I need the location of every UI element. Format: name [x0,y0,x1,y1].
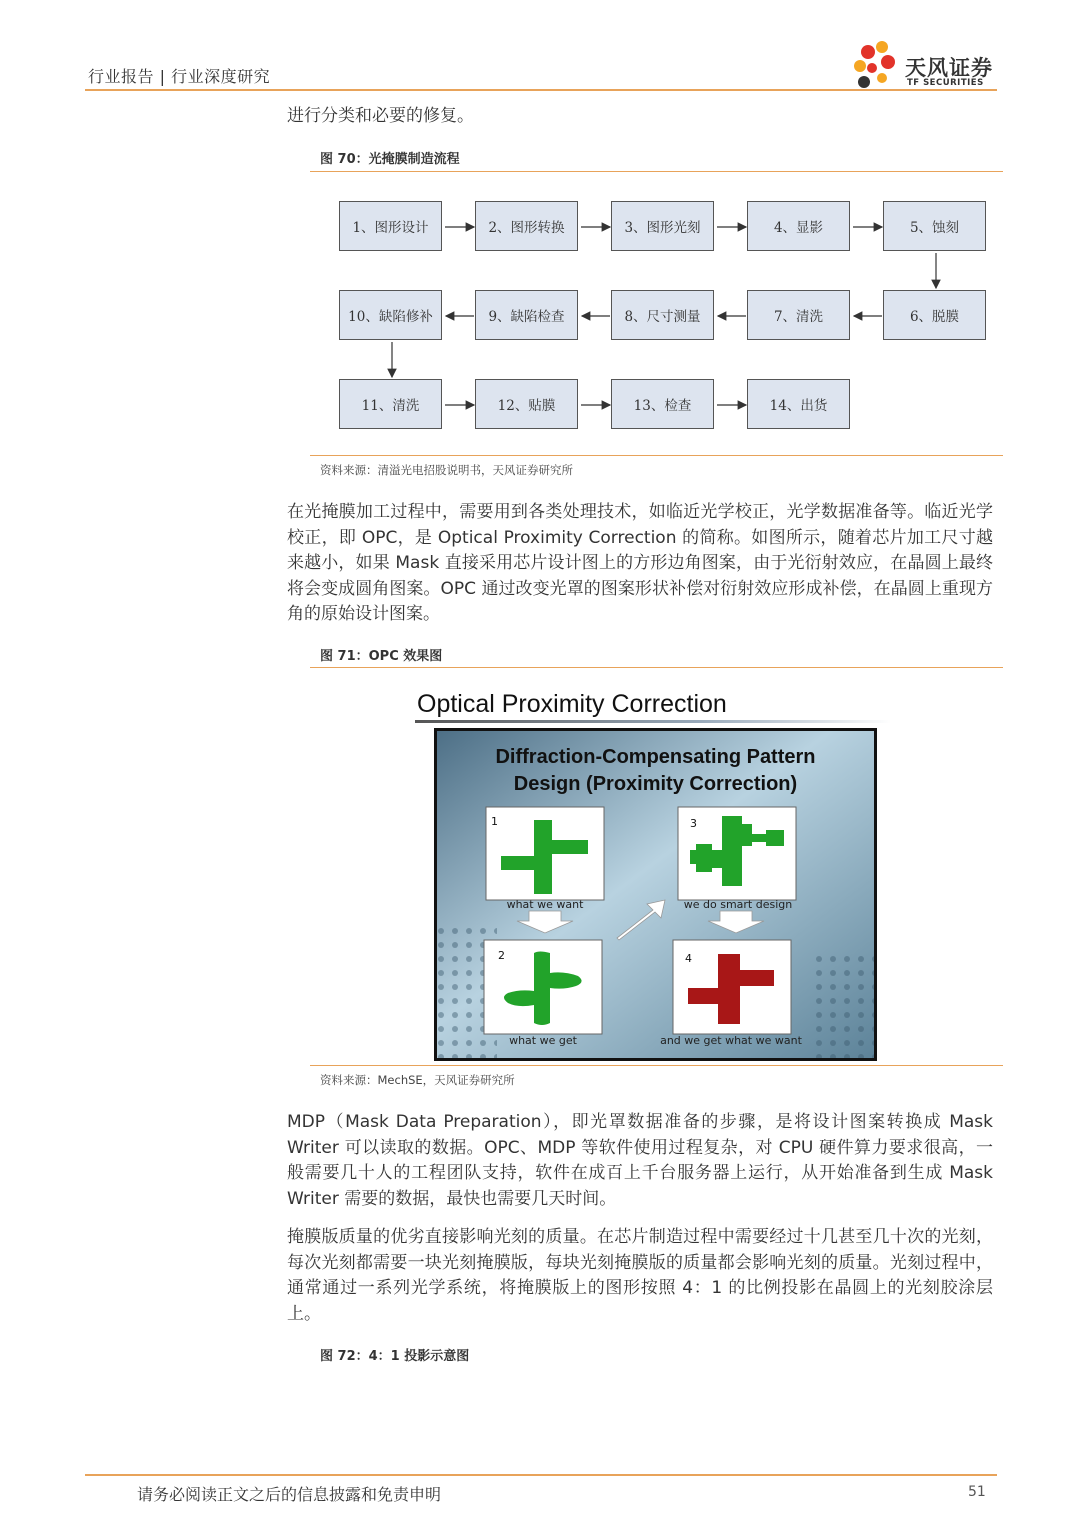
opc-figure [401,684,891,1062]
opc-panel-2-caption: what we get [509,1034,577,1047]
flower-logo-icon [850,38,906,94]
body-paragraph-mask-quality: 掩膜版质量的优劣直接影响光刻的质量。在芯片制造过程中需要经过十几甚至几十次的光刻，每次光刻都需要一块光刻掩膜版，每块光刻掩膜版的质量都会影响光刻的质量。光刻过程中，通常通过一系列光学系统，将掩膜版上的图形按照 4：1 的比例投影在晶圆上的光刻胶涂层上。 [287,1227,993,1324]
fig70-title: 图 70：光掩膜制造流程 [320,152,460,167]
flow-step-2: 2、图形转换 [475,201,578,251]
report-category: 行业报告 | 行业深度研究 [88,67,271,86]
opc-heading: Optical Proximity Correction [417,690,727,718]
flow-step-6: 6、脱膜 [883,290,986,340]
opc-slide-subtitle [434,744,877,798]
fig71-bottom-rule [310,1065,1003,1066]
header-divider [85,89,997,91]
flow-step-14: 14、出货 [747,379,850,429]
body-paragraph-mdp: MDP（Mask Data Preparation），即光罩数据准备的步骤，是将设计图案转换成 Mask Writer 可以读取的数据。OPC、MDP 等软件使用过程复杂，对 CPU 硬件算力要求很高，一般需要几十人的工程团队支持，软件在成百上千台服务器上运行，从开始准备到生成 Mask Writer 需要的数据，最快也需要几天时间。 [287,1112,993,1209]
flow-step-3: 3、图形光刻 [611,201,714,251]
fig70-bottom-rule [310,455,1003,456]
opc-subtitle-line1: Diffraction-Compensating Pattern [495,746,816,768]
opc-heading-rule [415,720,891,723]
flow-step-13: 13、检查 [611,379,714,429]
intro-text: 进行分类和必要的修复。 [287,106,474,126]
opc-panel-4-number: 4 [685,952,692,965]
flow-step-4: 4、显影 [747,201,850,251]
footer-divider [85,1474,997,1476]
brand-name-cn: 天风证券 [905,56,993,80]
fig72-title: 图 72：4：1 投影示意图 [320,1349,470,1364]
fig71-source: 资料来源：MechSE，天风证券研究所 [320,1073,515,1087]
fig71-top-rule [310,667,1003,668]
brand-name-en: TF SECURITIES [907,78,984,88]
fig70-source: 资料来源：清溢光电招股说明书，天风证券研究所 [320,463,573,477]
flow-step-1: 1、图形设计 [339,201,442,251]
opc-panel-3-number: 3 [690,817,697,830]
opc-panel-1-number: 1 [491,815,498,828]
opc-panel-2-number: 2 [498,949,505,962]
opc-panel-4-caption: and we get what we want [660,1034,802,1047]
fig71-title: 图 71：OPC 效果图 [320,649,443,664]
fig70-top-rule [310,171,1003,172]
page-number: 51 [968,1484,986,1500]
flow-step-11: 11、清洗 [339,379,442,429]
flow-step-7: 7、清洗 [747,290,850,340]
opc-subtitle-line2: Design (Proximity Correction) [513,773,798,795]
flow-step-9: 9、缺陷检查 [475,290,578,340]
flow-step-5: 5、蚀刻 [883,201,986,251]
opc-panel-3-caption: we do smart design [683,898,793,911]
body-paragraph-opc: 在光掩膜加工过程中，需要用到各类处理技术，如临近光学校正，光学数据准备等。临近光学校正，即 OPC，是 Optical Proximity Correction 的简称。如图所示，随着芯片加工尺寸越来越小，如果 Mask 直接采用芯片设计图上的方形边角图案，由于光衍射效应，在晶圆上最终将会变成圆角图案。OPC 通过改变光罩的图案形状补偿对衍射效应形成补偿，在晶圆上重现方角的原始设计图案。 [287,502,993,624]
opc-panel-1-caption: what we want [506,898,584,911]
footer-disclaimer: 请务必阅读正文之后的信息披露和免责申明 [137,1485,442,1504]
flow-step-12: 12、贴膜 [475,379,578,429]
flow-step-10: 10、缺陷修补 [339,290,442,340]
flow-step-8: 8、尺寸测量 [611,290,714,340]
